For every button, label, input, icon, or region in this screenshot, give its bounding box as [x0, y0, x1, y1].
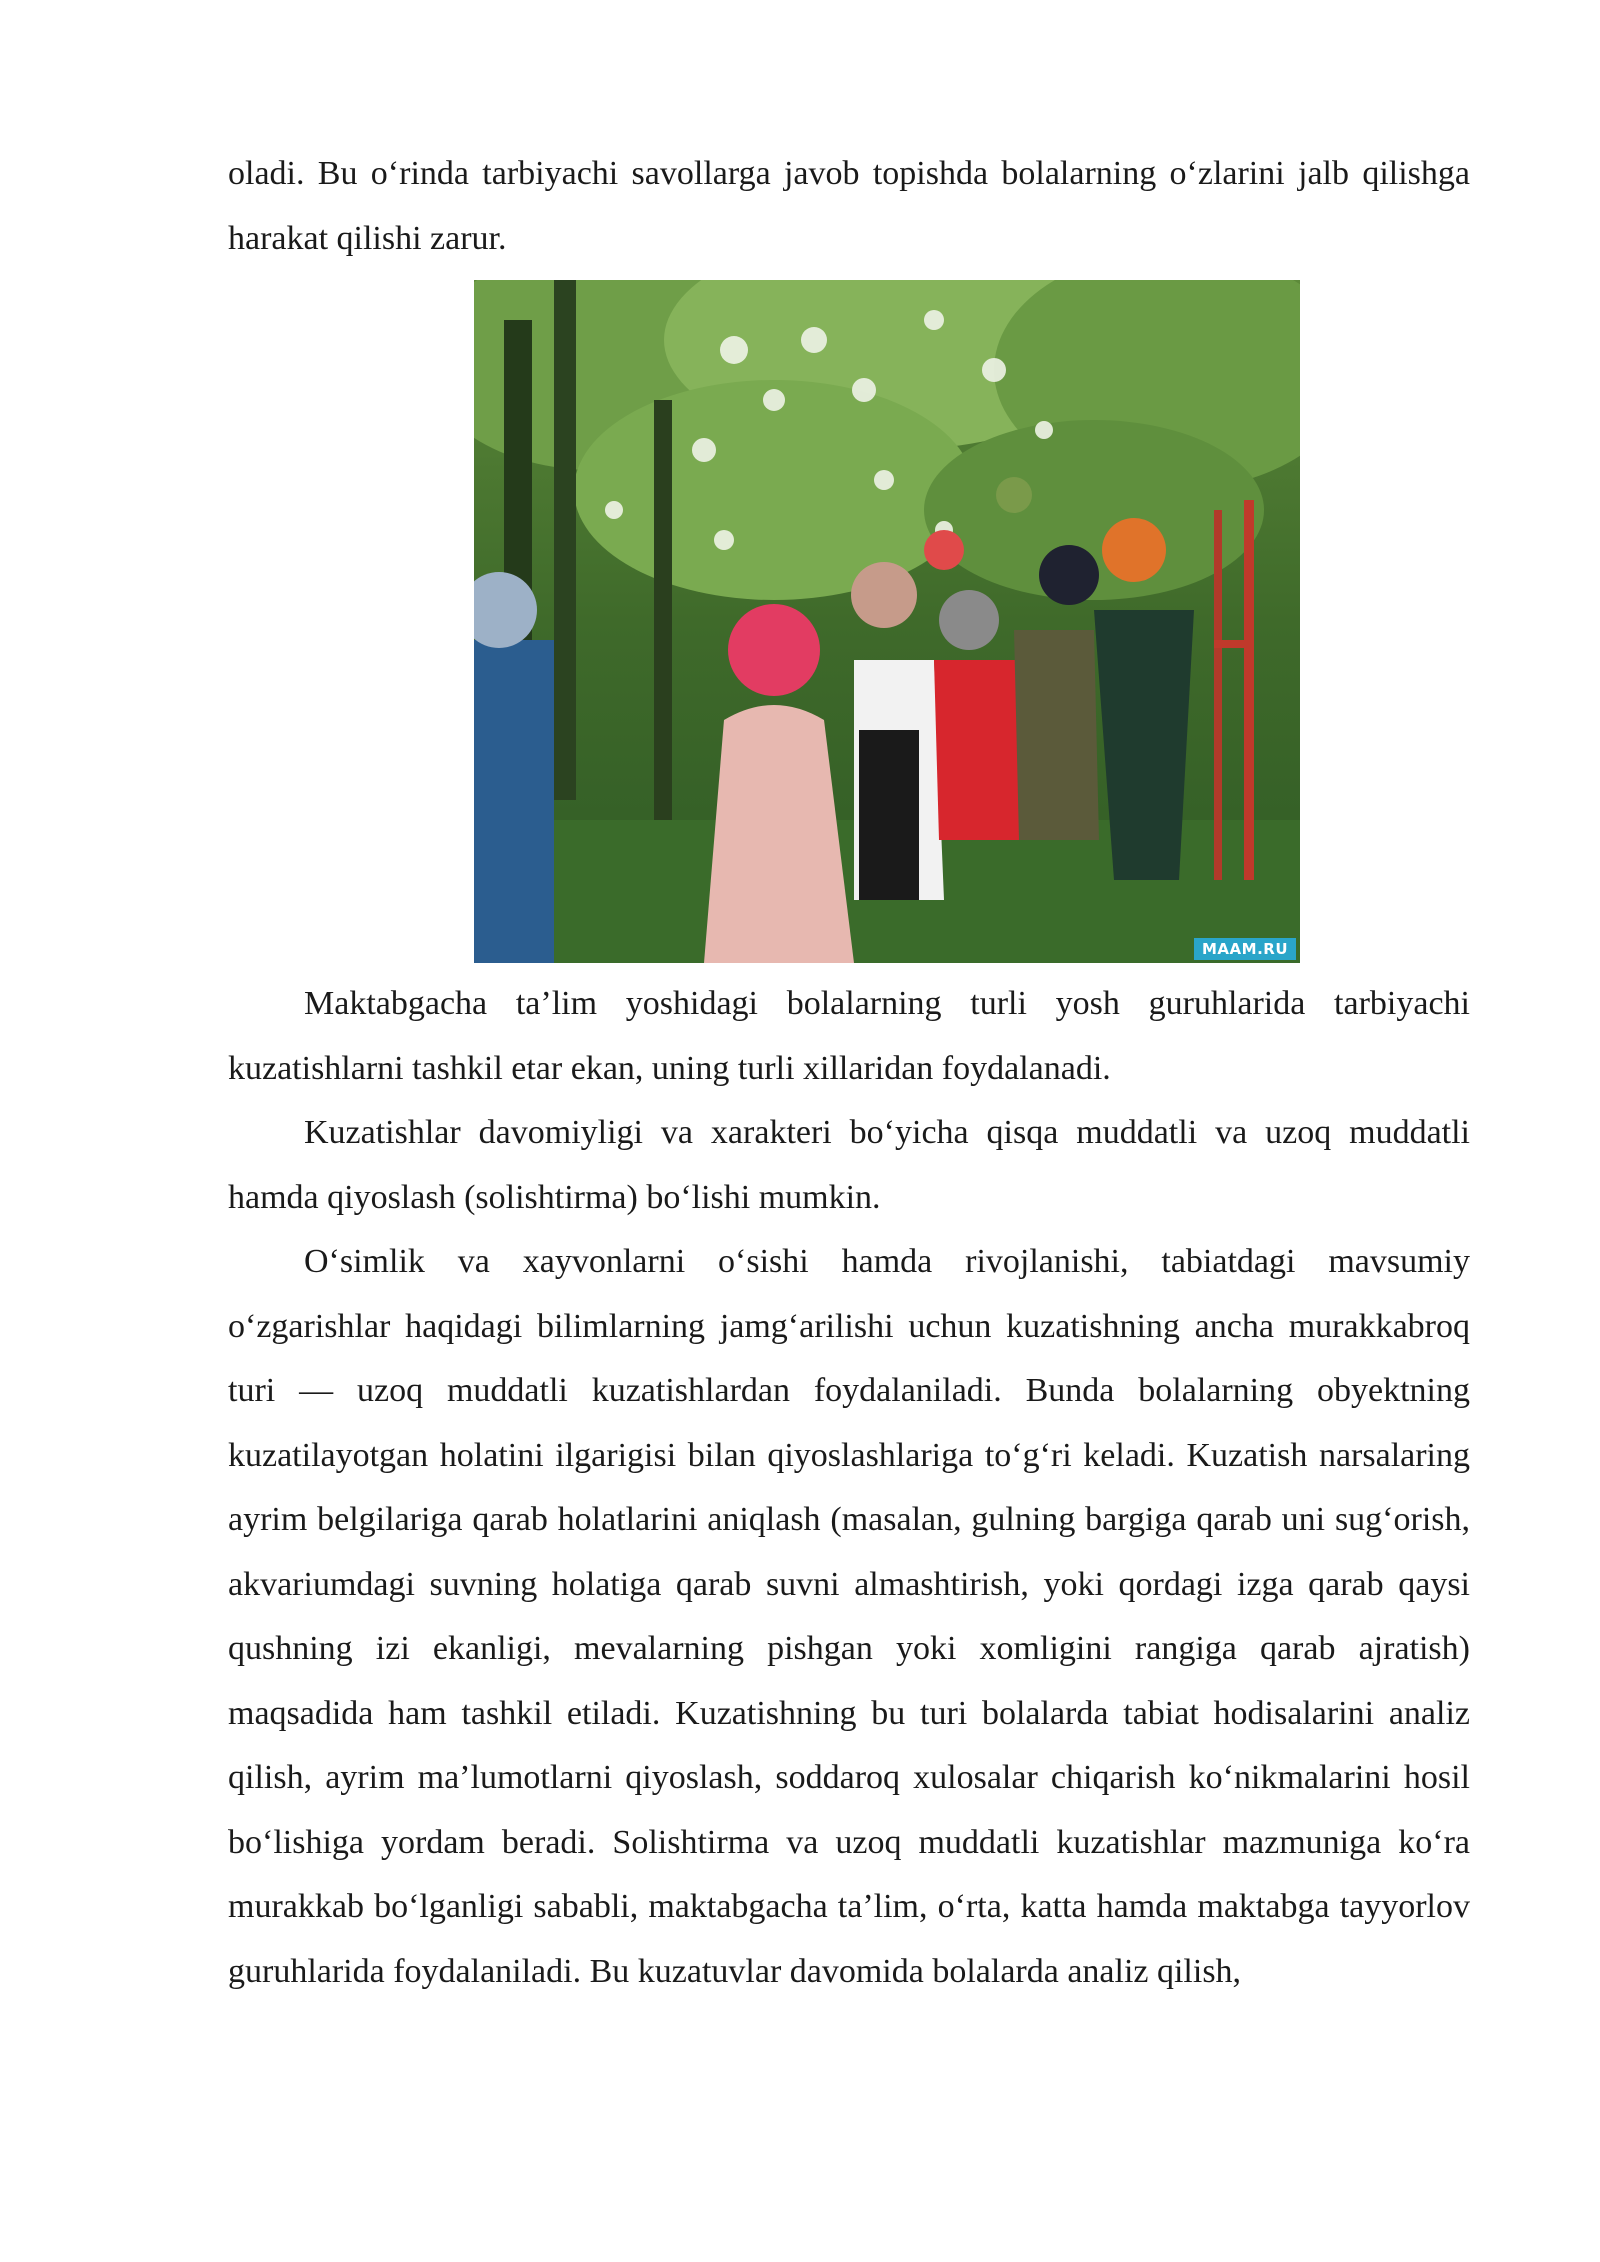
text-block-top: [228, 142, 1470, 271]
paragraph-3: O‘simlik va xayvonlarni o‘sishi hamda rivojlanishi, tabiatdagi mavsumiy o‘zgarishlar haqidagi bilimlarning jamg‘arilishi uchun kuzatishning ancha murakkabroq turi — uzoq muddatli kuzatishlardan foydalaniladi. Bunda bolalarning obyektning kuzatilayotgan holatini ilgarigisi bilan qiyoslashlariga to‘g‘ri keladi. Kuzatish narsalaring ayrim belgilariga qarab holatlarini aniqlash (masalan, gulning bargiga qarab uni sug‘orish, akvariumdagi suvning holatiga qarab suvni almashtirish, yoki qordagi izga qarab qaysi qushning izi ekanligi, mevalarning pishgan yoki xomligini rangiga qarab ajratish) maqsadida ham tashkil etiladi. Kuzatishning bu turi bolalarda tabiat hodisalarini analiz qilish, ayrim ma’lumotlarni qiyoslash, soddaroq xulosalar chiqarish ko‘nikmalarini hosil bo‘lishiga yordam beradi. Solishtirma va uzoq muddatli kuzatishlar mazmuniga ko‘ra murakkab bo‘lganligi sababli, maktabgacha ta’lim, o‘rta, katta hamda maktabga tayyorlov guruhlarida foydalaniladi. Bu kuzatuvlar davomida bolalarda analiz qilish,: [228, 1243, 1470, 1990]
photo-illustration: [474, 280, 1300, 963]
text-block-main: [228, 972, 1470, 2004]
watermark-label: MAAM.RU: [1194, 938, 1296, 960]
paragraph-1: Maktabgacha ta’lim yoshidagi bolalarning turli yosh guruhlarida tarbiyachi kuzatishlarni tashkil etar ekan, uning turli xillaridan foydalanadi.: [228, 985, 1470, 1087]
paragraph-2: Kuzatishlar davomiyligi va xarakteri bo‘yicha qisqa muddatli va uzoq muddatli hamda qiyoslash (solishtirma) bo‘lishi mumkin.: [228, 1114, 1470, 1216]
children-observing-tree-photo: [474, 280, 1300, 963]
paragraph-continuation: oladi. Bu o‘rinda tarbiyachi savollarga javob topishda bolalarning o‘zlarini jalb qilishga harakat qilishi zarur.: [228, 155, 1470, 257]
